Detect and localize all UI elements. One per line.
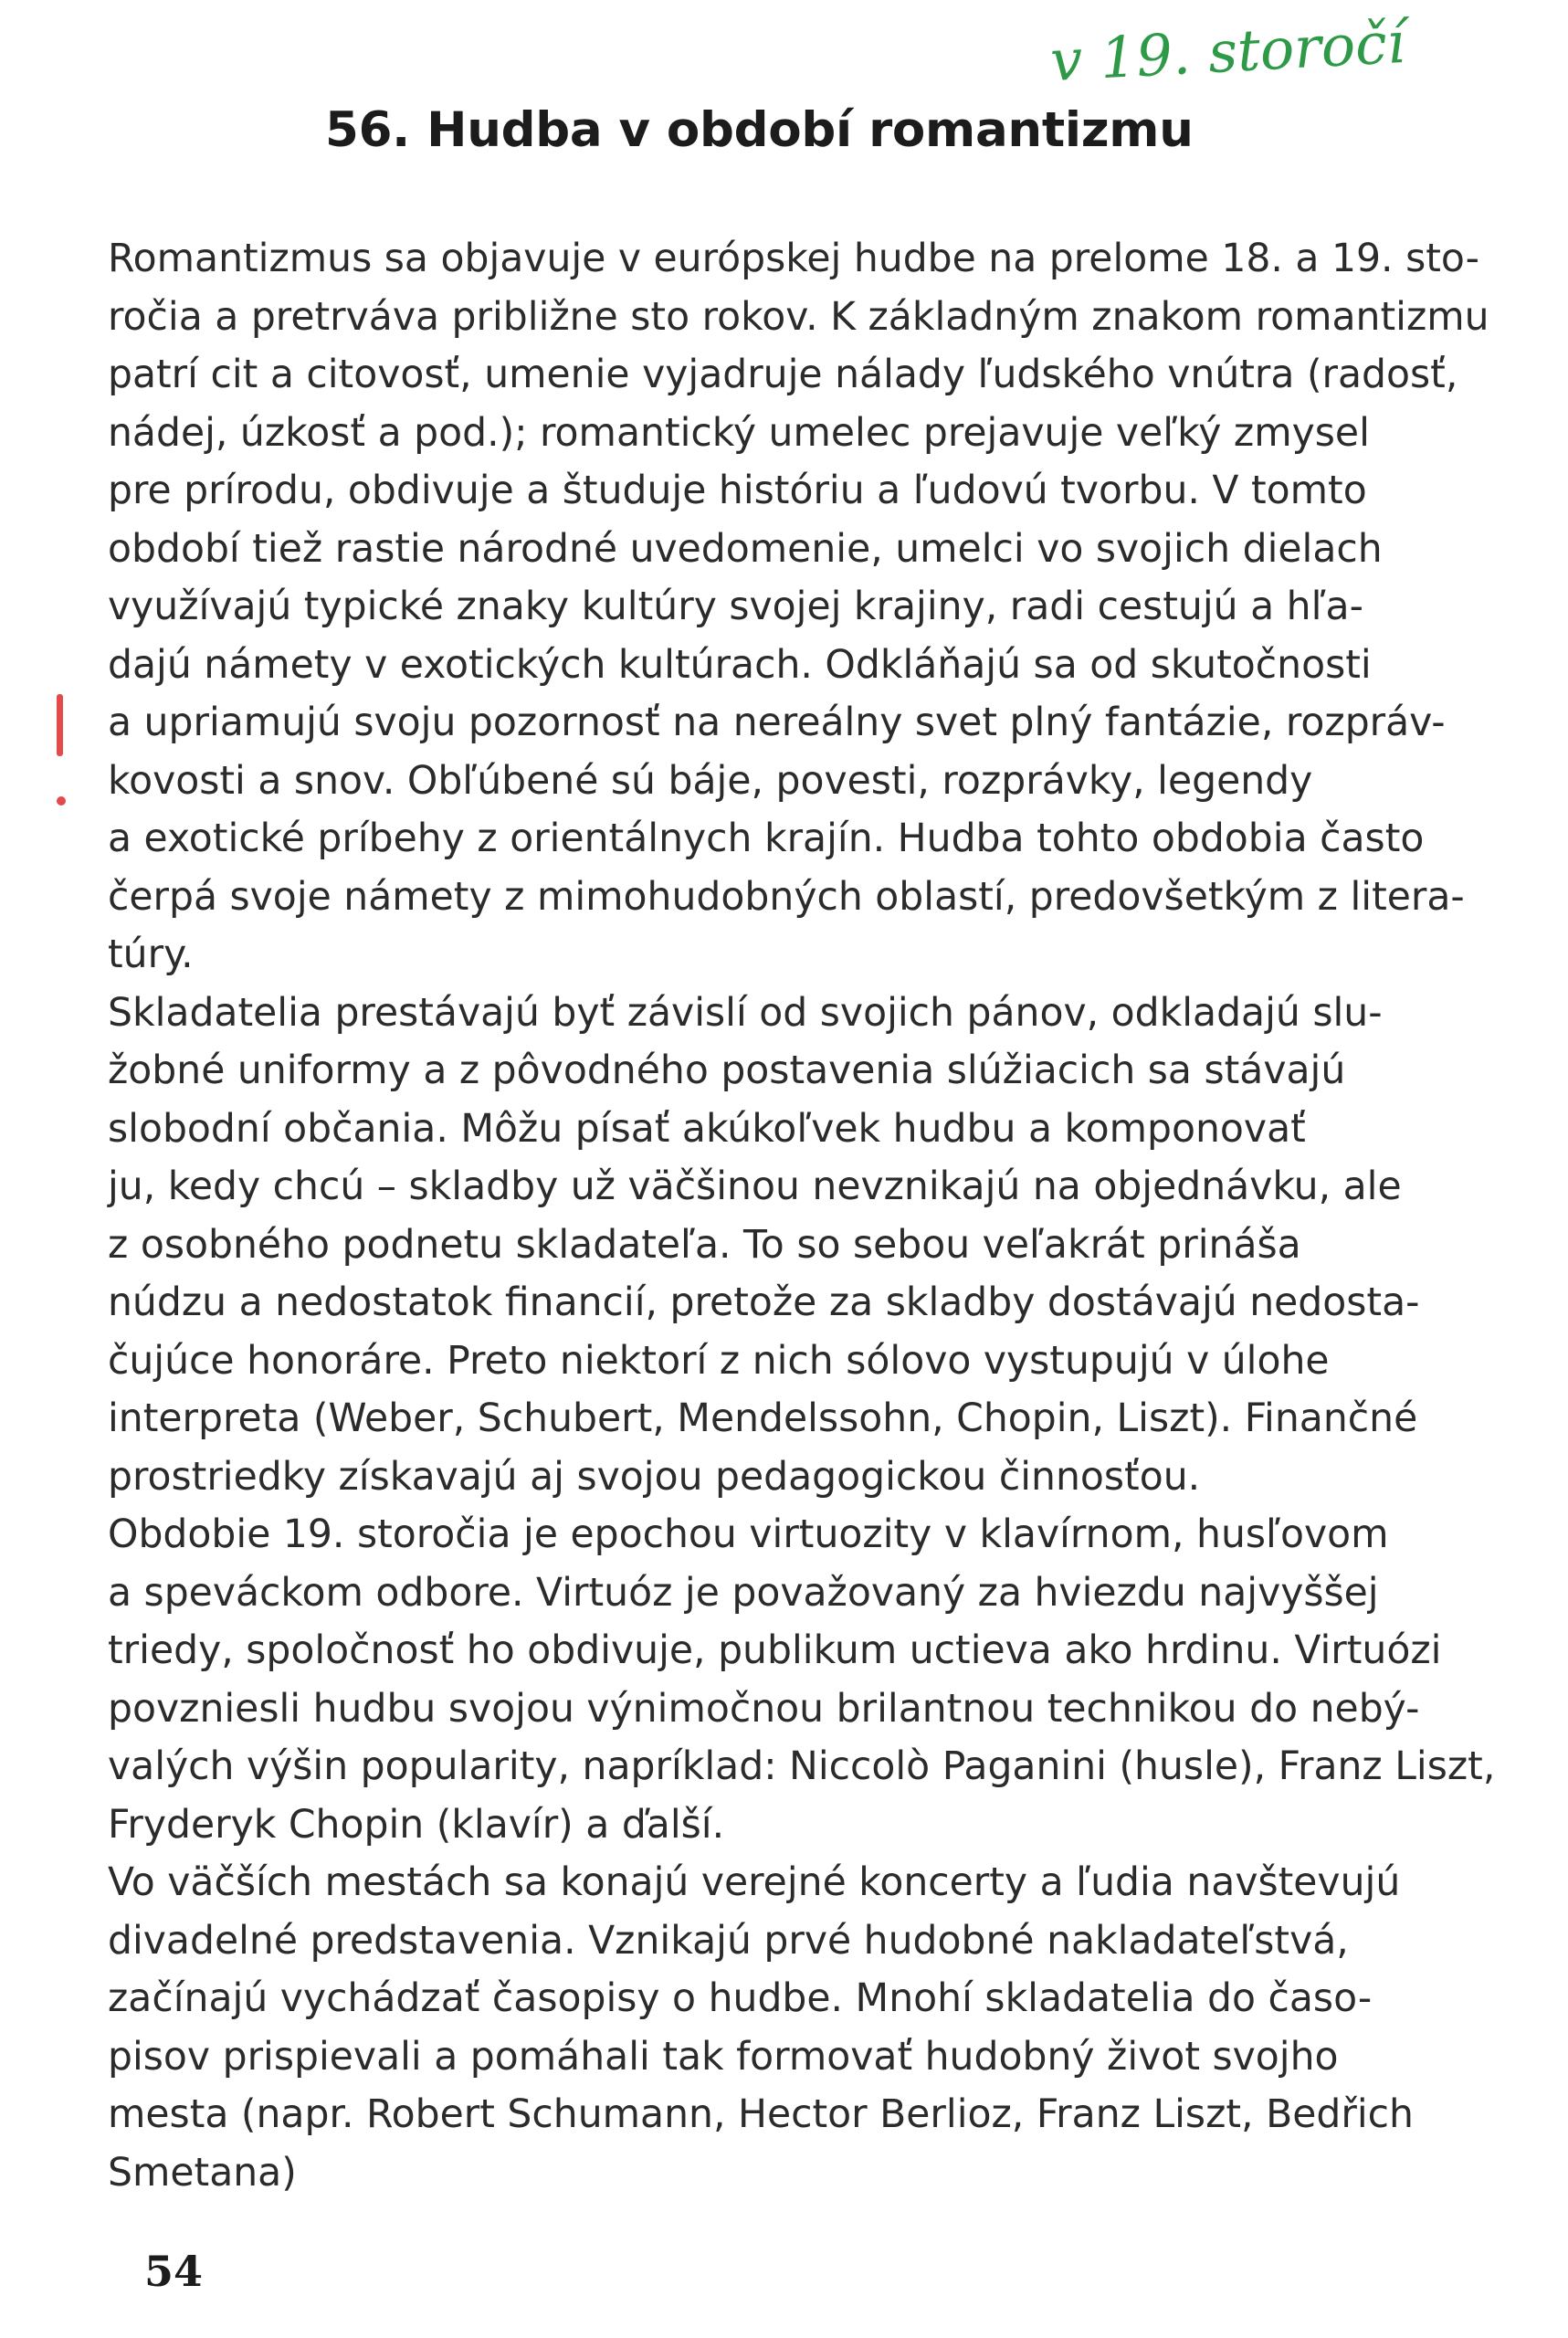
text-line: prostriedky získavajú aj svojou pedagogickou činnosťou. <box>108 1454 1201 1500</box>
text-line: pre prírodu, obdivuje a študuje históriu a ľudovú tvorbu. V tomto <box>108 469 1367 513</box>
text-line: z osobného podnetu skladateľa. To so sebou veľakrát prináša <box>108 1222 1301 1268</box>
text-line: Romantizmus sa objavuje v európskej hudbe na prelome 18. a 19. sto- <box>108 237 1480 281</box>
text-line: povzniesli hudbu svojou výnimočnou brilantnou technikou do nebý- <box>108 1686 1420 1732</box>
handwritten-annotation: v 19. storočí <box>1048 8 1407 95</box>
margin-exclamation-mark <box>57 694 63 756</box>
text-line: Vo väčších mestách sa konajú verejné koncerty a ľudia navštevujú <box>108 1860 1401 1905</box>
text-line: núdzu a nedostatok financií, pretože za skladby dostávajú nedosta- <box>108 1280 1420 1325</box>
text-line: mesta (napr. Robert Schumann, Hector Berlioz, Franz Liszt, Bedřich <box>108 2092 1414 2137</box>
margin-exclamation-dot <box>57 796 66 806</box>
text-line: Fryderyk Chopin (klavír) a ďalší. <box>108 1802 725 1848</box>
text-line: čerpá svoje námety z mimohudobných oblastí, predovšetkým z litera- <box>108 874 1465 920</box>
page-title: 56. Hudba v období romantizmu <box>325 102 1194 158</box>
text-line: pisov prispievali a pomáhali tak formovať hudobný život svojho <box>108 2034 1339 2080</box>
page-number: 54 <box>144 2247 204 2296</box>
text-line: Skladatelia prestávajú byť závislí od svojich pánov, odkladajú slu- <box>108 990 1383 1036</box>
text-line: a exotické príbehy z orientálnych krajín. Hudba tohto obdobia často <box>108 816 1425 861</box>
text-line: a upriamujú svoju pozornosť na nereálny svet plný fantázie, rozpráv- <box>108 700 1446 745</box>
text-line: ju, kedy chcú – skladby už väčšinou nevznikajú na objednávku, ale <box>108 1164 1402 1209</box>
text-line: žobné uniformy a z pôvodného postavenia slúžiacich sa stávajú <box>108 1048 1346 1093</box>
text-line: divadelné predstavenia. Vznikajú prvé hudobné nakladateľstvá, <box>108 1918 1349 1964</box>
text-line: triedy, spoločnosť ho obdivuje, publikum uctieva ako hrdinu. Virtuózi <box>108 1628 1442 1673</box>
text-body <box>108 230 1496 2202</box>
text-line: využívajú typické znaky kultúry svojej krajiny, radi cestujú a hľa- <box>108 584 1363 629</box>
text-line: valých výšin popularity, napríklad: Niccolò Paganini (husle), Franz Liszt, <box>108 1744 1496 1789</box>
text-line: nádej, úzkosť a pod.); romantický umelec prejavuje veľký zmysel <box>108 410 1370 456</box>
text-line: čujúce honoráre. Preto niektorí z nich sólovo vystupujú v úlohe <box>108 1338 1330 1384</box>
text-line: interpreta (Weber, Schubert, Mendelssohn, Chopin, Liszt). Finančné <box>108 1396 1418 1441</box>
text-line: Obdobie 19. storočia je epochou virtuozity v klavírnom, husľovom <box>108 1512 1389 1557</box>
text-line: kovosti a snov. Obľúbené sú báje, povesti, rozprávky, legendy <box>108 758 1313 804</box>
text-line: začínajú vychádzať časopisy o hudbe. Mnohí skladatelia do časo- <box>108 1976 1373 2021</box>
text-line: Smetana) <box>108 2150 297 2196</box>
text-line: patrí cit a citovosť, umenie vyjadruje nálady ľudského vnútra (radosť, <box>108 353 1458 397</box>
text-line: období tiež rastie národné uvedomenie, umelci vo svojich dielach <box>108 526 1383 572</box>
text-line: ročia a pretrváva približne sto rokov. K základným znakom romantizmu <box>108 294 1489 340</box>
text-line: slobodní občania. Môžu písať akúkoľvek hudbu a komponovať <box>108 1106 1306 1152</box>
text-line: túry. <box>108 932 194 977</box>
text-line: a speváckom odbore. Virtuóz je považovaný za hviezdu najvyššej <box>108 1570 1379 1616</box>
text-line: dajú námety v exotických kultúrach. Odkláňajú sa od skutočnosti <box>108 642 1372 688</box>
